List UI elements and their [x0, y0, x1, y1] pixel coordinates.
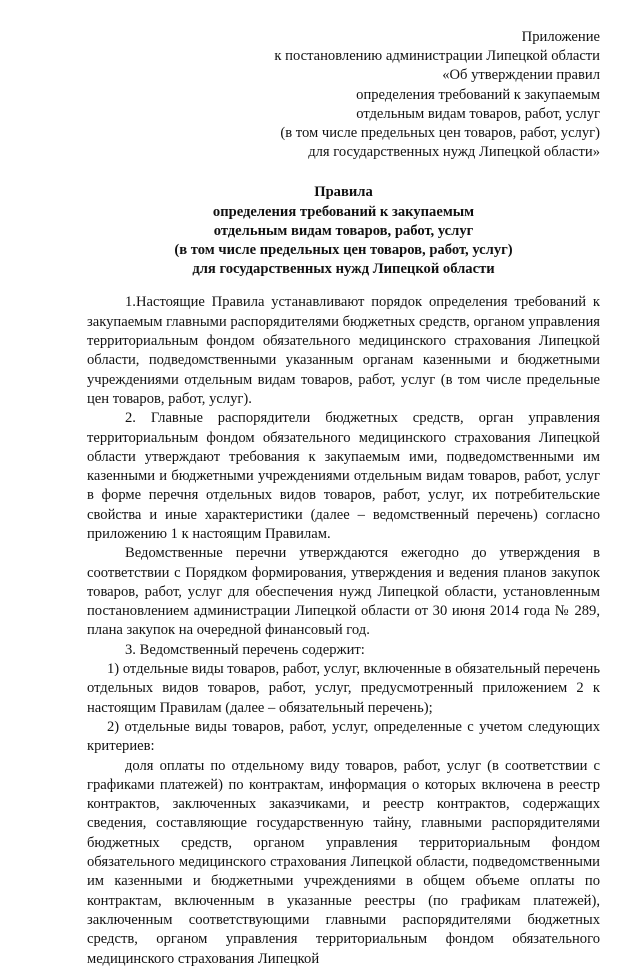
appendix-line: определения требований к закупаемым [356, 86, 600, 103]
paragraph-vedomstvennye: Ведомственные перечни утверждаются ежегодно до утверждения в соответствии с Порядком формирования, утверждения и ведения планов закупок товаров, работ, услуг для обеспечения нужд Липецкой области, установленным постановлением администрации Липецкой области от 30 июня 2014 года № 289, плана закупок на очередной финансовый год. [87, 545, 600, 639]
title-line: (в том числе предельных цен товаров, работ, услуг) [174, 242, 513, 259]
appendix-line: Приложение [521, 29, 600, 45]
paragraph-2: 2. Главные распорядители бюджетных средств, орган управления территориальным фондом обязательного медицинского страхования Липецкой области утверждают требования к закупаемым ими, подведомственными им казенными и бюджетными учреждениями отдельным видам товаров, работ, услуг в форме перечня отдельных видов товаров, работ, услуг, их потребительские свойства и иные характеристики (далее – ведомственный перечень) согласно приложению 1 к настоящим Правилам. [87, 410, 600, 542]
title-line: Правила [314, 184, 373, 201]
document-body [87, 293, 600, 968]
appendix-line: (в том числе предельных цен товаров, работ, услуг) [280, 125, 600, 142]
appendix-line: отдельным видам товаров, работ, услуг [356, 105, 600, 122]
title-line: для государственных нужд Липецкой области [192, 261, 495, 278]
appendix-header [87, 28, 600, 162]
document-title [87, 183, 600, 279]
appendix-line: «Об утверждении правил [442, 67, 600, 84]
title-line: определения требований к закупаемым [212, 203, 475, 220]
paragraph-3-item-2: 2) отдельные виды товаров, работ, услуг, определенные с учетом следующих критериев: [87, 718, 600, 755]
title-line: отдельным видам товаров, работ, услуг [213, 222, 474, 239]
paragraph-3: 3. Ведомственный перечень содержит: [125, 641, 365, 658]
appendix-line: для государственных нужд Липецкой области» [308, 144, 600, 161]
paragraph-criteria: доля оплаты по отдельному виду товаров, работ, услуг (в соответствии с графиками платежей) по контрактам, информация о которых включена в реестр контрактов, заключенных заказчиками, и реестр контрактов, содержащих сведения, составляющие государственную тайну, главными распорядителями бюджетных средств, органом управления территориальным фондом обязательного медицинского страхования Липецкой области, подведомственными им казенными и бюджетными учреждениями в общем объеме оплаты по контрактам, включенным в указанные реестры (по графикам платежей), заключенным соответствующими главными распорядителями бюджетных средств, органом управления территориальным фондом обязательного медицинского страхования Липецкой [87, 757, 600, 967]
paragraph-3-item-1: 1) отдельные виды товаров, работ, услуг, включенные в обязательный перечень отдельных видов товаров, работ, услуг, предусмотренный приложением 2 к настоящим Правилам (далее – обязательный перечень); [87, 661, 600, 716]
paragraph-1: 1.Настоящие Правила устанавливают порядок определения требований к закупаемым главными распорядителями бюджетных средств, органом управления территориальным фондом обязательного медицинского страхования Липецкой области, подведомственными указанным органам казенными и бюджетными учреждениями отдельным видам товаров, работ, услуг (в том числе предельные цен товаров, работ, услуг). [87, 294, 600, 407]
appendix-line: к постановлению администрации Липецкой области [274, 48, 600, 65]
